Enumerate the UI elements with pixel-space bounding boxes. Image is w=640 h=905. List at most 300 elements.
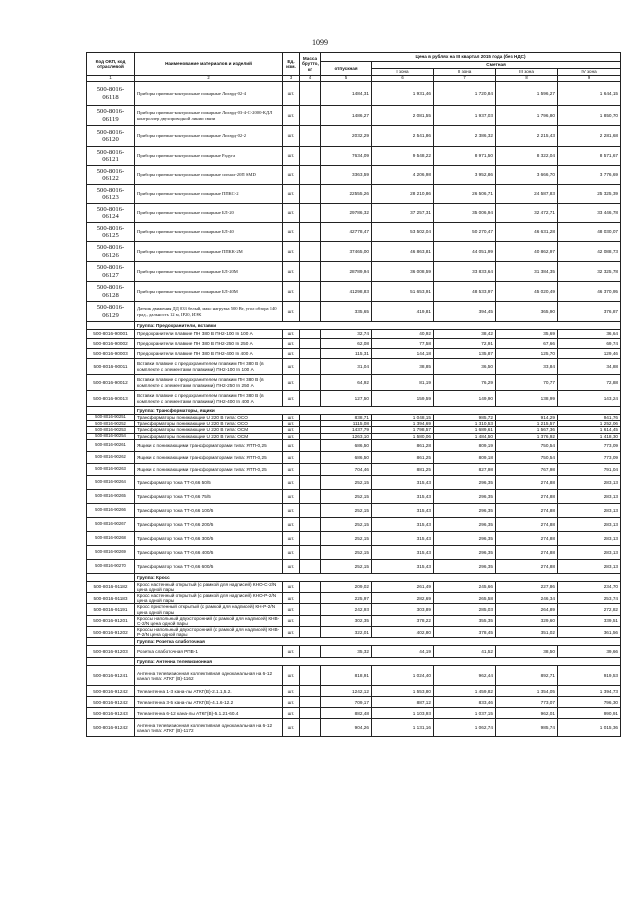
price-zone-1: 315,43 bbox=[372, 545, 434, 559]
group-code-cell bbox=[87, 407, 135, 415]
item-code: 500-8016-90268 bbox=[87, 531, 135, 545]
item-code: 500-8016-91243 bbox=[87, 708, 135, 719]
column-number: 6 bbox=[372, 76, 434, 82]
item-name: Кроссы напольный двухсторонний (с рамкой для надписей) КНВ-С-2/N цена одной пары bbox=[135, 615, 283, 626]
item-mass bbox=[300, 106, 321, 126]
price-release: 252,15 bbox=[321, 503, 372, 517]
column-number: 8 bbox=[496, 76, 558, 82]
price-zone-3: 24 587,83 bbox=[496, 185, 558, 204]
item-name: Приборы приемно-контрольные пожарные ППКК-2М bbox=[135, 242, 283, 262]
price-zone-2: 1 484,50 bbox=[434, 433, 496, 439]
price-zone-3: 985,74 bbox=[496, 719, 558, 737]
price-zone-3: 892,71 bbox=[496, 666, 558, 686]
item-unit: шт. bbox=[283, 475, 300, 489]
price-zone-1: 419,81 bbox=[372, 302, 434, 322]
price-release: 32,74 bbox=[321, 330, 372, 339]
item-mass bbox=[300, 517, 321, 531]
group-row bbox=[87, 658, 621, 666]
item-code: 500-8016-06127 bbox=[87, 262, 135, 282]
column-number: 3 bbox=[283, 76, 300, 82]
price-zone-1: 303,89 bbox=[372, 604, 434, 615]
price-zone-1: 4 206,98 bbox=[372, 166, 434, 185]
price-release: 252,15 bbox=[321, 489, 372, 503]
price-zone-1: 1 103,93 bbox=[372, 708, 434, 719]
item-name: Датчик движения ДД 033 белый, макс нагрузка 500 Вт, угол обзора 140 град., дальность 12 м, IP20, ИЭК bbox=[135, 302, 283, 322]
price-zone-4: 283,13 bbox=[558, 489, 621, 503]
item-mass bbox=[300, 204, 321, 223]
price-zone-2: 76,29 bbox=[434, 375, 496, 391]
price-zone-1: 315,43 bbox=[372, 489, 434, 503]
price-zone-1: 53 502,04 bbox=[372, 223, 434, 242]
item-unit: шт. bbox=[283, 421, 300, 427]
price-zone-2: 1 689,61 bbox=[434, 427, 496, 433]
item-mass bbox=[300, 262, 321, 282]
group-title: Группа: Трансформаторы, ящики bbox=[135, 407, 621, 415]
item-mass bbox=[300, 282, 321, 302]
header-code: Код ОКП, код отраслевой bbox=[87, 53, 135, 76]
item-mass bbox=[300, 686, 321, 697]
price-zone-1: 887,12 bbox=[372, 697, 434, 708]
price-release: 904,26 bbox=[321, 719, 372, 737]
price-release: 31,04 bbox=[321, 359, 372, 375]
price-zone-3: 8 322,04 bbox=[496, 147, 558, 166]
item-mass bbox=[300, 242, 321, 262]
item-name: Антенна телевизионная коллективная одноканальная на 6-12 канал типа: АТКГ (В)-1162 bbox=[135, 666, 283, 686]
item-unit: шт. bbox=[283, 439, 300, 451]
price-zone-1: 1 580,06 bbox=[372, 433, 434, 439]
item-unit: шт. bbox=[283, 391, 300, 407]
item-unit: шт. bbox=[283, 627, 300, 638]
price-zone-4: 253,74 bbox=[558, 593, 621, 604]
item-mass bbox=[300, 666, 321, 686]
price-release: 302,35 bbox=[321, 615, 372, 626]
table-row bbox=[87, 686, 621, 697]
price-zone-4: 919,53 bbox=[558, 666, 621, 686]
item-unit: шт. bbox=[283, 349, 300, 359]
item-mass bbox=[300, 82, 321, 106]
item-name: Трансформатор тока ТТ-0,66 300/5 bbox=[135, 531, 283, 545]
item-name: Трансформаторы понижающие U 220 В типа: ОСО bbox=[135, 415, 283, 421]
item-name: Приборы приемно-контрольные пожарные Лигард-03-4-С-2000-КДЛ контроллер двухпроводной линии связи bbox=[135, 106, 283, 126]
item-code: 500-8016-90267 bbox=[87, 517, 135, 531]
item-code: 500-8016-06126 bbox=[87, 242, 135, 262]
item-mass bbox=[300, 166, 321, 185]
item-unit: шт. bbox=[283, 166, 300, 185]
group-title: Группа: Антенна телевизионная bbox=[135, 658, 621, 666]
price-zone-4: 48 030,07 bbox=[558, 223, 621, 242]
price-zone-3: 274,88 bbox=[496, 489, 558, 503]
price-release: 335,65 bbox=[321, 302, 372, 322]
item-unit: шт. bbox=[283, 593, 300, 604]
price-release: 22555,26 bbox=[321, 185, 372, 204]
table-header bbox=[87, 53, 621, 82]
item-name: Телеантенна 1-3 кана-лы АТКГ(В)-2.1.1,5.2. bbox=[135, 686, 283, 697]
item-name: Приборы приемно-контрольные пожарные Лигард-02-2 bbox=[135, 126, 283, 147]
item-mass bbox=[300, 330, 321, 339]
table-row bbox=[87, 489, 621, 503]
item-code: 500-8016-90254 bbox=[87, 433, 135, 439]
price-zone-2: 44 051,99 bbox=[434, 242, 496, 262]
item-mass bbox=[300, 339, 321, 349]
item-unit: шт. bbox=[283, 451, 300, 463]
item-name: Приборы приемно-контрольные пожарные Радуга bbox=[135, 147, 283, 166]
price-zone-3: 274,88 bbox=[496, 517, 558, 531]
item-name: Трансформатор тока ТТ-0,66 600/5 bbox=[135, 559, 283, 573]
item-code: 500-8016-06125 bbox=[87, 223, 135, 242]
table-row bbox=[87, 223, 621, 242]
price-zone-2: 296,35 bbox=[434, 517, 496, 531]
header-release-price: отпускная bbox=[321, 62, 372, 76]
price-zone-1: 36 008,59 bbox=[372, 262, 434, 282]
item-mass bbox=[300, 559, 321, 573]
price-zone-2: 265,58 bbox=[434, 593, 496, 604]
price-zone-2: 149,90 bbox=[434, 391, 496, 407]
price-zone-3: 1 567,36 bbox=[496, 427, 558, 433]
table-row bbox=[87, 615, 621, 626]
price-release: 709,17 bbox=[321, 697, 372, 708]
item-unit: шт. bbox=[283, 559, 300, 573]
price-zone-2: 72,91 bbox=[434, 339, 496, 349]
column-number: 4 bbox=[300, 76, 321, 82]
item-name: Предохранители плавкие ПН 380 В ПН2-250 In 250 А bbox=[135, 339, 283, 349]
price-zone-3: 750,54 bbox=[496, 439, 558, 451]
item-name: Кроссы напольный двухсторонний (с рамкой для надписей) КНВ-Р-2/N цена одной пары bbox=[135, 627, 283, 638]
price-release: 686,50 bbox=[321, 439, 372, 451]
price-release: 7634,09 bbox=[321, 147, 372, 166]
item-name: Трансформаторы понижающие U 220 В типа: ОСО bbox=[135, 421, 283, 427]
price-zone-2: 809,19 bbox=[434, 439, 496, 451]
price-release: 252,15 bbox=[321, 517, 372, 531]
item-mass bbox=[300, 147, 321, 166]
price-zone-2: 1 937,03 bbox=[434, 106, 496, 126]
price-zone-4: 283,13 bbox=[558, 531, 621, 545]
item-name: Телеантенна 3-5 кана-лы АТКГ(В)-4.1.6-12.2 bbox=[135, 697, 283, 708]
price-zone-3: 329,60 bbox=[496, 615, 558, 626]
item-unit: шт. bbox=[283, 126, 300, 147]
item-name: Приборы приемно-контрольные пожарные БЛ-20 bbox=[135, 204, 283, 223]
price-zone-1: 378,22 bbox=[372, 615, 434, 626]
price-zone-1: 1 131,16 bbox=[372, 719, 434, 737]
price-zone-1: 38,85 bbox=[372, 359, 434, 375]
table-row bbox=[87, 126, 621, 147]
table-row bbox=[87, 646, 621, 658]
price-release: 127,50 bbox=[321, 391, 372, 407]
price-zone-4: 1 252,06 bbox=[558, 421, 621, 427]
price-zone-4: 283,13 bbox=[558, 475, 621, 489]
item-unit: шт. bbox=[283, 147, 300, 166]
group-row bbox=[87, 573, 621, 581]
price-release: 252,15 bbox=[321, 475, 372, 489]
price-zone-2: 1 310,53 bbox=[434, 421, 496, 427]
item-code: 500-8016-06123 bbox=[87, 185, 135, 204]
page-number: 1099 bbox=[312, 38, 328, 47]
price-zone-4: 376,87 bbox=[558, 302, 621, 322]
group-code-cell bbox=[87, 638, 135, 646]
price-zone-2: 296,35 bbox=[434, 531, 496, 545]
item-name: Кросс пристенный открытый (с рамкой для надписей) КН-Р-2/N цена одной пары bbox=[135, 604, 283, 615]
item-unit: шт. bbox=[283, 302, 300, 322]
price-zone-1: 315,43 bbox=[372, 559, 434, 573]
price-zone-4: 34,88 bbox=[558, 359, 621, 375]
price-zone-2: 38,42 bbox=[434, 330, 496, 339]
price-zone-2: 296,35 bbox=[434, 475, 496, 489]
group-title: Группа: Предохранители, вставки bbox=[135, 322, 621, 330]
item-unit: шт. bbox=[283, 82, 300, 106]
price-zone-3: 274,88 bbox=[496, 531, 558, 545]
item-name: Предохранители плавкие ПН 380 В ПН2-400 In 400 А bbox=[135, 349, 283, 359]
price-zone-3: 67,66 bbox=[496, 339, 558, 349]
item-code: 500-8016-90261 bbox=[87, 439, 135, 451]
item-unit: шт. bbox=[283, 282, 300, 302]
price-zone-2: 296,35 bbox=[434, 503, 496, 517]
price-zone-3: 351,02 bbox=[496, 627, 558, 638]
price-zone-4: 773,09 bbox=[558, 451, 621, 463]
price-zone-3: 767,98 bbox=[496, 463, 558, 475]
item-unit: шт. bbox=[283, 339, 300, 349]
price-zone-1: 9 548,22 bbox=[372, 147, 434, 166]
item-unit: шт. bbox=[283, 666, 300, 686]
item-unit: шт. bbox=[283, 262, 300, 282]
item-unit: шт. bbox=[283, 719, 300, 737]
price-zone-2: 809,18 bbox=[434, 451, 496, 463]
price-release: 2032,29 bbox=[321, 126, 372, 147]
price-zone-3: 2 215,43 bbox=[496, 126, 558, 147]
price-release: 1437,79 bbox=[321, 427, 372, 433]
item-name: Ящики с понижающими трансформаторами типа: ЯТП-0,25 bbox=[135, 439, 283, 451]
price-release: 225,97 bbox=[321, 593, 372, 604]
item-code: 500-8016-06119 bbox=[87, 106, 135, 126]
table-row bbox=[87, 185, 621, 204]
price-release: 704,46 bbox=[321, 463, 372, 475]
table-row bbox=[87, 531, 621, 545]
item-unit: шт. bbox=[283, 581, 300, 592]
item-code: 500-8016-90252 bbox=[87, 421, 135, 427]
item-code: 500-8016-90265 bbox=[87, 489, 135, 503]
item-unit: шт. bbox=[283, 427, 300, 433]
item-unit: шт. bbox=[283, 646, 300, 658]
item-mass bbox=[300, 615, 321, 626]
price-zone-4: 773,09 bbox=[558, 439, 621, 451]
price-zone-4: 339,51 bbox=[558, 615, 621, 626]
item-code: 500-8016-90269 bbox=[87, 545, 135, 559]
price-zone-3: 1 354,05 bbox=[496, 686, 558, 697]
header-zone-2: II зона bbox=[434, 69, 496, 76]
table-row bbox=[87, 463, 621, 475]
price-release: 686,50 bbox=[321, 451, 372, 463]
item-mass bbox=[300, 375, 321, 391]
item-name: Вставки плавкие с предохранителем плавким ПН 380 В (в комплекте с элементами плавкими) ПН2-100 In 100 А bbox=[135, 359, 283, 375]
price-zone-4: 143,24 bbox=[558, 391, 621, 407]
price-release: 1242,12 bbox=[321, 686, 372, 697]
item-unit: шт. bbox=[283, 463, 300, 475]
item-name: Приборы приемно-контрольные пожарные ППКС-2 bbox=[135, 185, 283, 204]
item-unit: шт. bbox=[283, 545, 300, 559]
price-zone-1: 1 024,40 bbox=[372, 666, 434, 686]
price-zone-4: 796,30 bbox=[558, 697, 621, 708]
item-unit: шт. bbox=[283, 503, 300, 517]
price-zone-2: 245,66 bbox=[434, 581, 496, 592]
item-unit: шт. bbox=[283, 359, 300, 375]
price-release: 3363,59 bbox=[321, 166, 372, 185]
item-mass bbox=[300, 503, 321, 517]
price-release: 838,71 bbox=[321, 415, 372, 421]
price-zone-4: 1 850,70 bbox=[558, 106, 621, 126]
price-release: 115,31 bbox=[321, 349, 372, 359]
table-row bbox=[87, 697, 621, 708]
column-number: 5 bbox=[321, 76, 372, 82]
price-zone-4: 791,04 bbox=[558, 463, 621, 475]
item-code: 500-8016-90002 bbox=[87, 339, 135, 349]
price-zone-1: 51 653,91 bbox=[372, 282, 434, 302]
price-zone-2: 285,03 bbox=[434, 604, 496, 615]
table-row bbox=[87, 427, 621, 433]
item-mass bbox=[300, 359, 321, 375]
column-number: 7 bbox=[434, 76, 496, 82]
item-mass bbox=[300, 697, 321, 708]
item-code: 500-8016-91241 bbox=[87, 666, 135, 686]
group-row bbox=[87, 407, 621, 415]
price-zone-1: 1 553,80 bbox=[372, 686, 434, 697]
price-zone-1: 81,19 bbox=[372, 375, 434, 391]
price-release: 28789,94 bbox=[321, 262, 372, 282]
item-mass bbox=[300, 391, 321, 407]
price-zone-2: 985,72 bbox=[434, 415, 496, 421]
price-zone-3: 914,29 bbox=[496, 415, 558, 421]
price-zone-3: 40 862,97 bbox=[496, 242, 558, 262]
item-mass bbox=[300, 627, 321, 638]
price-zone-1: 315,43 bbox=[372, 531, 434, 545]
price-release: 41298,83 bbox=[321, 282, 372, 302]
item-name: Ящики с понижающими трансформаторами типа: ЯТП-0,25 bbox=[135, 451, 283, 463]
price-zone-3: 1 596,27 bbox=[496, 82, 558, 106]
table-row bbox=[87, 106, 621, 126]
price-zone-2: 41,52 bbox=[434, 646, 496, 658]
price-zone-2: 33 833,64 bbox=[434, 262, 496, 282]
item-unit: шт. bbox=[283, 185, 300, 204]
item-name: Трансформаторы понижающие U 220 В типа: ОСМ bbox=[135, 433, 283, 439]
price-zone-3: 138,99 bbox=[496, 391, 558, 407]
price-zone-2: 2 386,32 bbox=[434, 126, 496, 147]
item-name: Кросс настенный открытый (с рамкой для надписей) КНО-С-2/N цена одной пары bbox=[135, 581, 283, 592]
price-zone-4: 32 325,78 bbox=[558, 262, 621, 282]
table-row bbox=[87, 666, 621, 686]
price-zone-4: 361,56 bbox=[558, 627, 621, 638]
table-body bbox=[87, 82, 621, 737]
item-unit: шт. bbox=[283, 242, 300, 262]
price-zone-4: 283,13 bbox=[558, 545, 621, 559]
price-zone-1: 861,28 bbox=[372, 439, 434, 451]
price-zone-3: 70,77 bbox=[496, 375, 558, 391]
price-zone-3: 365,90 bbox=[496, 302, 558, 322]
price-zone-3: 46 631,28 bbox=[496, 223, 558, 242]
price-zone-3: 1 215,57 bbox=[496, 421, 558, 427]
price-zone-2: 36,50 bbox=[434, 359, 496, 375]
item-name: Трансформаторы понижающие U 220 В типа: ОСМ bbox=[135, 427, 283, 433]
price-zone-2: 35 006,94 bbox=[434, 204, 496, 223]
price-release: 64,92 bbox=[321, 375, 372, 391]
group-title: Группа: Розетка слаботочная bbox=[135, 638, 621, 646]
price-release: 322,01 bbox=[321, 627, 372, 638]
price-zone-3: 33,84 bbox=[496, 359, 558, 375]
price-zone-2: 1 062,74 bbox=[434, 719, 496, 737]
table-row bbox=[87, 433, 621, 439]
item-code: 500-8016-90264 bbox=[87, 475, 135, 489]
column-number: 2 bbox=[135, 76, 283, 82]
table-row bbox=[87, 421, 621, 427]
item-name: Предохранители плавкие ПН 380 В ПН2-100 In 100 А bbox=[135, 330, 283, 339]
price-zone-3: 3 666,70 bbox=[496, 166, 558, 185]
price-release: 252,15 bbox=[321, 545, 372, 559]
price-zone-2: 296,35 bbox=[434, 559, 496, 573]
price-release: 1263,10 bbox=[321, 433, 372, 439]
price-zone-4: 72,88 bbox=[558, 375, 621, 391]
price-zone-4: 283,13 bbox=[558, 559, 621, 573]
price-zone-3: 227,86 bbox=[496, 581, 558, 592]
price-zone-4: 8 571,67 bbox=[558, 147, 621, 166]
price-zone-4: 990,91 bbox=[558, 708, 621, 719]
header-name: Наименование материалов и изделий bbox=[135, 53, 283, 76]
item-name: Приборы приемно-контрольные пожарные сигнал-20П SMD bbox=[135, 166, 283, 185]
item-code: 500-8016-91183 bbox=[87, 593, 135, 604]
price-zone-4: 69,74 bbox=[558, 339, 621, 349]
table-row bbox=[87, 204, 621, 223]
price-zone-2: 962,44 bbox=[434, 666, 496, 686]
table-row bbox=[87, 339, 621, 349]
price-zone-3: 274,88 bbox=[496, 559, 558, 573]
item-code: 500-8016-91191 bbox=[87, 604, 135, 615]
price-zone-3: 45 020,49 bbox=[496, 282, 558, 302]
price-zone-2: 50 270,47 bbox=[434, 223, 496, 242]
item-code: 500-8016-90011 bbox=[87, 359, 135, 375]
item-code: 500-8016-06121 bbox=[87, 147, 135, 166]
price-zone-4: 283,13 bbox=[558, 517, 621, 531]
item-name: Приборы приемно-контрольные пожарные БЛ-40 bbox=[135, 223, 283, 242]
price-zone-3: 274,88 bbox=[496, 503, 558, 517]
price-zone-4: 1 614,45 bbox=[558, 427, 621, 433]
price-zone-3: 750,54 bbox=[496, 451, 558, 463]
price-zone-4: 1 644,15 bbox=[558, 82, 621, 106]
price-zone-1: 1 394,69 bbox=[372, 421, 434, 427]
item-unit: шт. bbox=[283, 708, 300, 719]
item-unit: шт. bbox=[283, 106, 300, 126]
item-name: Телеантенна 6-12 кана-лы АТКГ(В)-5.1.21-60.4 bbox=[135, 708, 283, 719]
price-zone-4: 46 370,95 bbox=[558, 282, 621, 302]
price-zone-4: 3 776,69 bbox=[558, 166, 621, 185]
item-unit: шт. bbox=[283, 223, 300, 242]
header-unit: Ед. изм. bbox=[283, 53, 300, 76]
price-zone-3: 264,89 bbox=[496, 604, 558, 615]
table-row bbox=[87, 359, 621, 375]
price-zone-2: 135,87 bbox=[434, 349, 496, 359]
price-zone-3: 31 384,35 bbox=[496, 262, 558, 282]
price-zone-3: 1 376,92 bbox=[496, 433, 558, 439]
price-zone-1: 2 541,86 bbox=[372, 126, 434, 147]
item-code: 500-8016-91242 bbox=[87, 719, 135, 737]
price-zone-1: 40,92 bbox=[372, 330, 434, 339]
item-mass bbox=[300, 185, 321, 204]
price-zone-2: 394,45 bbox=[434, 302, 496, 322]
price-zone-3: 38,50 bbox=[496, 646, 558, 658]
item-name: Приборы приемно-контрольные пожарные БЛ-20М bbox=[135, 262, 283, 282]
item-mass bbox=[300, 475, 321, 489]
price-release: 1486,27 bbox=[321, 106, 372, 126]
price-zone-4: 33 446,78 bbox=[558, 204, 621, 223]
price-zone-2: 1 037,15 bbox=[434, 708, 496, 719]
price-zone-2: 827,98 bbox=[434, 463, 496, 475]
price-zone-2: 3 952,86 bbox=[434, 166, 496, 185]
price-zone-1: 261,49 bbox=[372, 581, 434, 592]
item-mass bbox=[300, 531, 321, 545]
